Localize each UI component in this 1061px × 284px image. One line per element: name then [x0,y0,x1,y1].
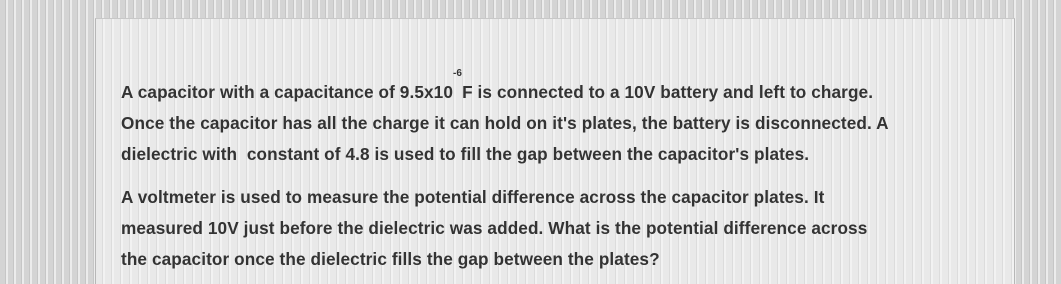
capacitance-exponent: -6 [452,68,463,79]
question-card [95,18,1015,284]
question-paragraph-prompt [121,182,971,275]
capacitance-text: A capacitor with a capacitance of 9.5x10 [121,82,453,102]
prompt-line-3: the capacitor once the dielectric fills the gap between the plates? [121,249,660,269]
prompt-line-2: measured 10V just before the dielectric was added. What is the potential difference across [121,218,868,238]
prompt-line-1: A voltmeter is used to measure the potential difference across the capacitor plates. It [121,187,825,207]
setup-line-2: Once the capacitor has all the charge it can hold on it's plates, the battery is disconnected. A [121,113,889,133]
setup-line-1 [121,68,874,102]
setup-line-3: dielectric with constant of 4.8 is used to fill the gap between the capacitor's plates. [121,144,810,164]
battery-text: F is connected to a 10V battery and left to charge. [462,82,874,102]
question-paragraph-setup [121,68,971,170]
